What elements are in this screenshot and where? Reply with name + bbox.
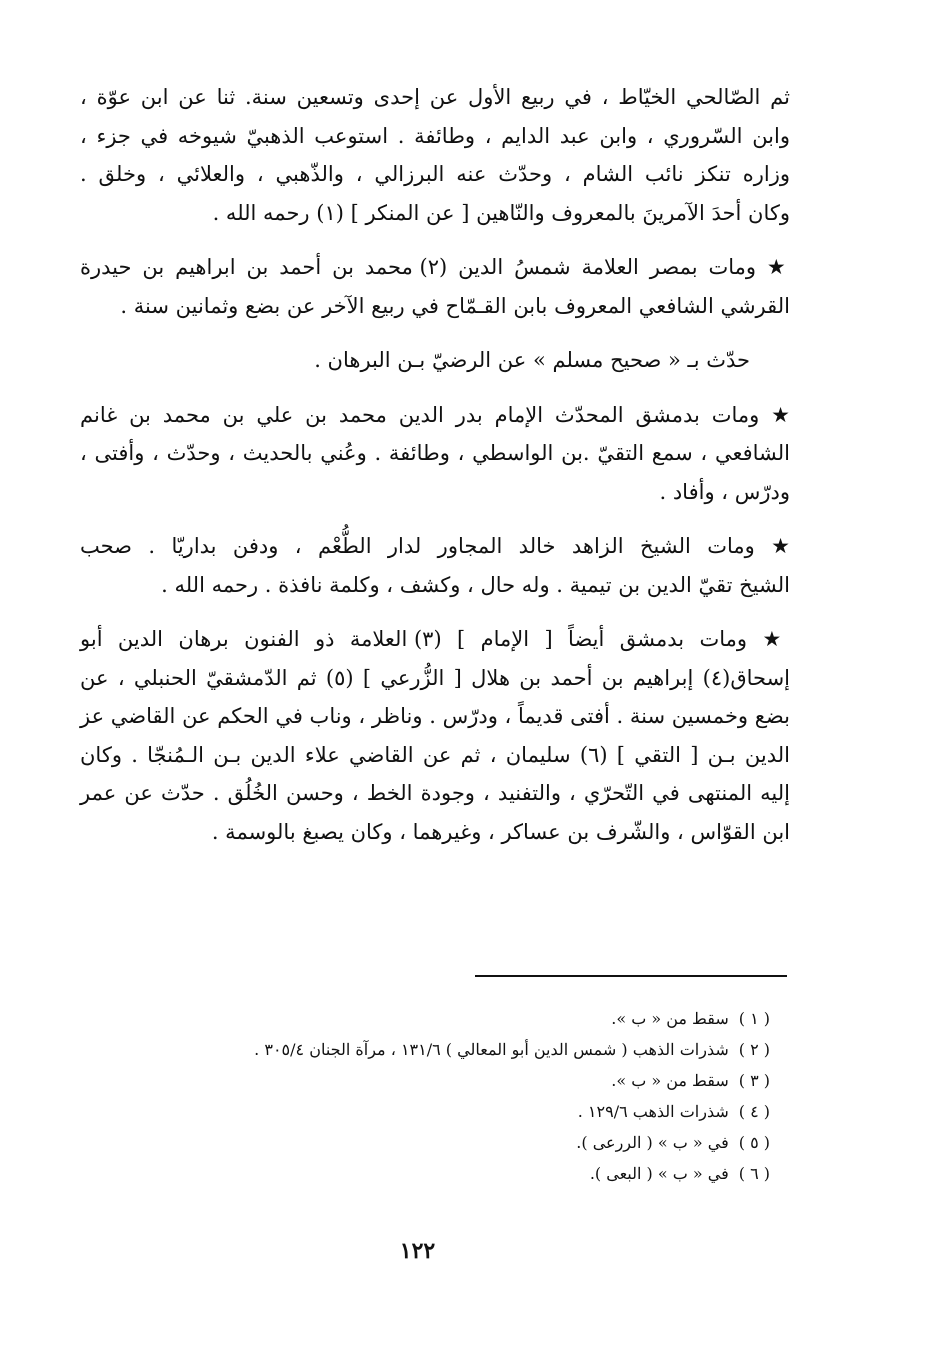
- footnote-item: [180, 1065, 770, 1096]
- footnote-number: ( ٦ ): [738, 1164, 770, 1183]
- footnote-number: ( ٥ ): [738, 1133, 770, 1152]
- text-line: الدين بـن [ التقي ] (٦) سليمان ، ثم عن القاضي علاء الدين بـن الـمُنجّا . وكان: [80, 742, 790, 767]
- footnote-number: ( ٣ ): [738, 1071, 770, 1090]
- footnote-text: شذرات الذهب ١٢٩/٦ .: [577, 1102, 729, 1121]
- footnote-divider: [475, 975, 787, 977]
- paragraph-3: [80, 396, 790, 512]
- text-line: وزاره تنكز نائب الشام ، وحدّث عنه البرزالي ، والذّهبي ، والعلائي ، وخلق .: [80, 162, 790, 186]
- text-line: وكان أحدَ الآمرينَ بالمعروف والنّاهين [ عن المنكر ] (١) رحمه الله .: [212, 200, 790, 225]
- text-line: إليه المنتهى في التّحرّي ، والتفنيد ، وجودة الخط ، وحسن الخُلُق . حدّث عن عمر: [80, 781, 790, 805]
- paragraph-2: [80, 341, 790, 380]
- footnote-item: [180, 1034, 770, 1065]
- paragraph-4: [80, 527, 790, 604]
- footnote-text: سقط من « ب ».: [611, 1009, 729, 1028]
- text-line: الشيخ تقيّ الدين بن تيمية . وله حال ، وكشف ، وكلمة نافذة . رحمه الله .: [161, 572, 790, 597]
- footnote-number: ( ٤ ): [738, 1102, 770, 1121]
- text-line: ودرّس ، وأفاد .: [659, 479, 790, 504]
- footnote-text: شذرات الذهب ( شمس الدين أبو المعالي ) ١٣١/٦ ، مرآة الجنان ٣٠٥/٤ .: [254, 1040, 729, 1059]
- text-line: القرشي الشافعي المعروف بابن القـمّاح في ربيع الآخر عن بضع وثمانين سنة .: [120, 293, 790, 318]
- paragraph-5: [80, 620, 790, 851]
- text-line: ★ ومات بدمشق أيضاً [ الإمام ] (٣) العلامة ذو الفنون برهان الدين أبو: [80, 627, 790, 651]
- paragraph-0: [80, 78, 790, 232]
- footnote-text: في « ب » ( البعى ).: [589, 1164, 729, 1183]
- text-line: ★ ومات بدمشق المحدّث الإمام بدر الدين محمد بن علي بن محمد بن غانم: [80, 402, 790, 427]
- main-text-body: [80, 78, 790, 867]
- footnotes-section: [180, 1003, 770, 1189]
- text-line: ثم الصّالحي الخيّاط ، في ربيع الأول عن إحدى وتسعين سنة. ثنا عن ابن عوّة ،: [80, 85, 790, 109]
- text-line: الشافعي ، سمع التقيّ .بن الواسطي ، وطائفة . وعُني بالحديث ، وحدّث ، وأفتى ،: [80, 441, 790, 465]
- text-line: ★ ومات الشيخ الزاهد خالد المجاور لدار الطُّعْم ، ودفن بداريّا . صحب: [80, 534, 790, 558]
- footnote-item: [180, 1158, 770, 1189]
- paragraph-1: [80, 248, 790, 325]
- text-line: حدّث بـ « صحيح مسلم » عن الرضيّ بـن البرهان .: [314, 348, 750, 372]
- footnote-number: ( ٢ ): [738, 1040, 770, 1059]
- footnote-number: ( ١ ): [738, 1009, 770, 1028]
- text-line: إسحاق(٤) إبراهيم بن أحمد بن هلال [ الزُّرعي ] (٥) ثم الدّمشقيّ الحنبلي ، عن: [80, 665, 790, 690]
- text-line: وابن السّروري ، وابن عبد الدايم ، وطائفة . استوعب الذهبيّ شيوخه في جزء ،: [80, 123, 790, 148]
- footnote-item: [180, 1096, 770, 1127]
- text-line: بضع وخمسين سنة . أفتى قديماً ، ودرّس . وناظر ، وناب في الحكم عن القاضي عز: [80, 704, 790, 728]
- footnote-item: [180, 1127, 770, 1158]
- text-line: ★ ومات بمصر العلامة شمسُ الدين (٢) محمد بن أحمد بن ابراهيم بن حيدرة: [80, 255, 790, 279]
- text-line: ابن القوّاس ، والشّرف بن عساكر ، وغيرهما ، وكان يصبغ بالوسمة .: [211, 819, 790, 844]
- footnote-text: سقط من « ب ».: [611, 1071, 729, 1090]
- page-number: ١٢٢: [399, 1238, 436, 1264]
- footnote-text: في « ب » ( الررعى ).: [576, 1133, 729, 1152]
- footnote-item: [180, 1003, 770, 1034]
